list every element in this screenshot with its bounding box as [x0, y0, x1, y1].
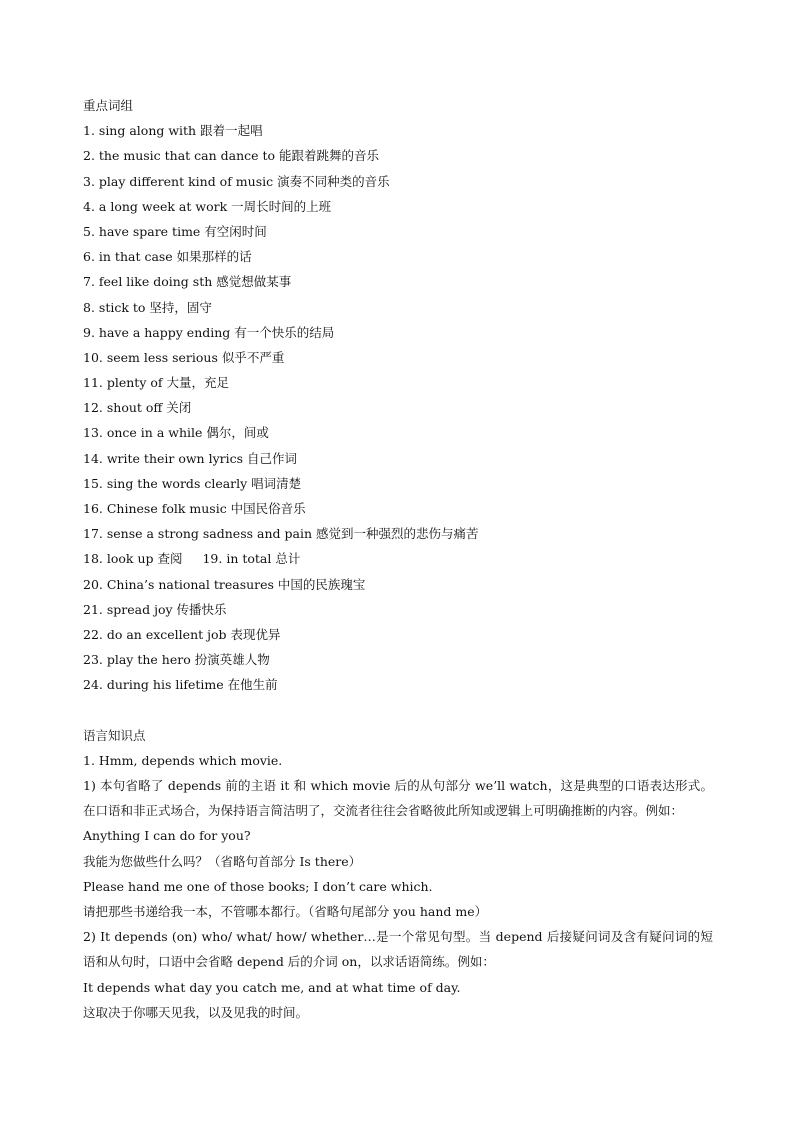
phrase-item: 1. sing along with 跟着一起唱: [83, 123, 263, 139]
example-chinese: 我能为您做些什么吗？（省略句首部分 Is there）: [83, 853, 362, 869]
phrase-item: 3. play different kind of music 演奏不同种类的音乐: [83, 173, 390, 189]
phrase-item: 18. look up 查阅: [83, 551, 183, 567]
example-chinese: 这取决于你哪天见我，以及见我的时间。: [83, 1004, 309, 1020]
phrase-item: 8. stick to 坚持，固守: [83, 299, 212, 315]
phrase-item: 16. Chinese folk music 中国民俗音乐: [83, 501, 306, 516]
example-chinese: 请把那些书递给我一本，不管哪本都行。（省略句尾部分 you hand me）: [83, 904, 488, 920]
section-heading-language-points: 语言知识点: [83, 727, 146, 743]
phrase-item: 14. write their own lyrics 自己作词: [83, 450, 298, 466]
phrase-item: 12. shout off 关闭: [83, 400, 192, 416]
phrase-item: 20. China’s national treasures 中国的民族瑰宝: [83, 576, 366, 592]
phrase-item: 6. in that case 如果那样的话: [83, 249, 252, 265]
phrase-item: 7. feel like doing sth 感觉想做某事: [83, 274, 292, 290]
phrase-list: [83, 118, 713, 697]
section-spacer: [83, 698, 713, 723]
phrase-item: 2. the music that can dance to 能跟着跳舞的音乐: [83, 148, 380, 164]
document-page: [83, 93, 713, 1025]
phrase-item: 5. have spare time 有空闲时间: [83, 223, 267, 239]
phrase-item: 21. spread joy 传播快乐: [83, 601, 227, 617]
point-title: 1. Hmm, depends which movie.: [83, 752, 283, 768]
phrase-item: 19. in total 总计: [202, 551, 301, 567]
phrase-item: 11. plenty of 大量，充足: [83, 375, 229, 391]
explanation-paragraph: 1) 本句省略了 depends 前的主语 it 和 which movie 后的从句部分 we’ll watch，这是典型的口语表达形式。在口语和非正式场合，为保持语言简洁明了，交流者往往会省略彼此所知或逻辑上可明确推断的内容。例如：: [83, 778, 713, 819]
explanation-paragraph: 2) It depends (on) who/ what/ how/ whether…是一个常见句型。当 depend 后接疑问词及含有疑问词的短语和从句时，口语中会省略 depend 后的介词 on，以求话语简练。例如：: [83, 929, 713, 970]
phrase-item: 15. sing the words clearly 唱词清楚: [83, 475, 302, 491]
phrase-item: 23. play the hero 扮演英雄人物: [83, 652, 270, 668]
phrase-item: 4. a long week at work 一周长时间的上班: [83, 198, 332, 214]
phrase-item: 9. have a happy ending 有一个快乐的结局: [83, 324, 335, 340]
phrase-item: 17. sense a strong sadness and pain 感觉到一种强烈的悲伤与痛苦: [83, 526, 479, 542]
phrase-item-pair: [83, 546, 713, 571]
phrase-item: 10. seem less serious 似乎不严重: [83, 349, 285, 365]
phrase-item: 24. during his lifetime 在他生前: [83, 677, 278, 693]
phrase-item: 22. do an excellent job 表现优异: [83, 626, 281, 642]
section-heading-key-phrases: 重点词组: [83, 98, 134, 113]
phrase-item: 13. once in a while 偶尔，间或: [83, 425, 269, 441]
example-english: It depends what day you catch me, and at what time of day.: [83, 979, 461, 995]
example-english: Please hand me one of those books; I don’t care which.: [83, 878, 433, 894]
example-english: Anything I can do for you?: [83, 828, 251, 844]
